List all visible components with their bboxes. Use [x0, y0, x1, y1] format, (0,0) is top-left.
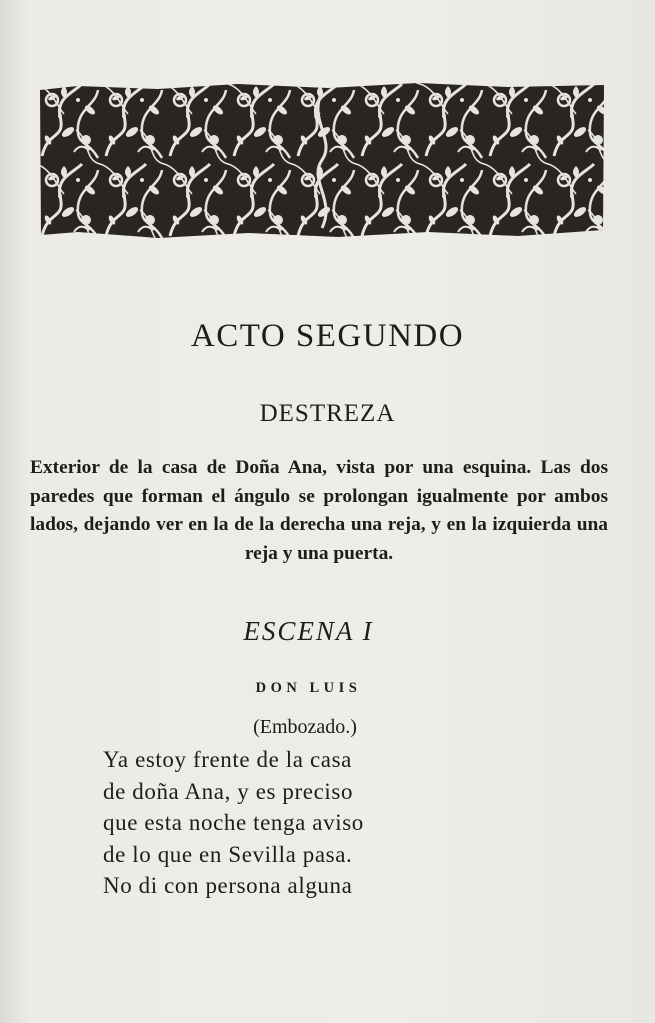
- stage-direction: Exterior de la casa de Doña Ana, vista por una esquina. Las dos paredes que forman el ángulo se prolongan igualmente por ambos lados, dejando ver en la de la derecha una reja, y en la izquierda una reja y una puerta.: [30, 457, 608, 564]
- speaker-name: DON LUIS: [255, 680, 362, 696]
- verse-line: de lo que en Sevilla pasa.: [103, 841, 353, 867]
- verse-block: [103, 744, 364, 902]
- speaker-direction: (Embozado.): [253, 716, 357, 738]
- verse-line: de doña Ana, y es preciso: [103, 778, 354, 804]
- act-title: ACTO SEGUNDO: [190, 318, 465, 354]
- verse-line: No di con persona alguna: [103, 873, 353, 898]
- verse-line: Ya estoy frente de la casa: [103, 747, 352, 772]
- floral-ornament-banner: [38, 80, 606, 240]
- scene-title: ESCENA I: [243, 616, 374, 646]
- verse-line: que esta noche tenga aviso: [103, 810, 364, 835]
- act-subtitle: DESTREZA: [259, 400, 396, 427]
